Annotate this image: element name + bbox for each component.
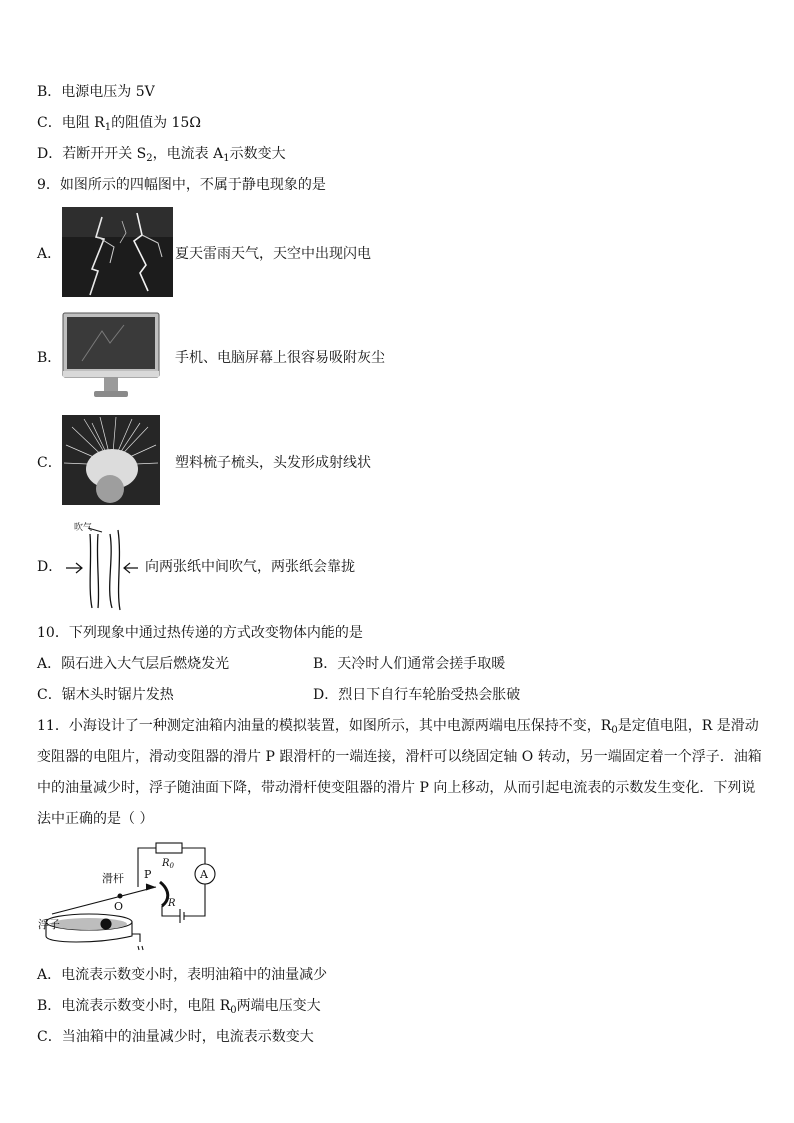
q8-option-c: [37, 113, 201, 133]
ammeter-label: A: [200, 868, 208, 881]
q10-option-d: D．烈日下自行车轮胎受热会胀破: [313, 687, 521, 703]
q11-option-c: C．当油箱中的油量减少时，电流表示数变大: [37, 1029, 314, 1045]
q9-option-b-text: 手机、电脑屏幕上很容易吸附灰尘: [175, 350, 385, 366]
slider-rod-label: 滑杆: [102, 872, 124, 885]
q11-stem-line2: 变阻器的电阻片，滑动变阻器的滑片 P 跟滑杆的一端连接，滑杆可以绕固定轴 O 转动，另一端固定着一个浮子．油箱: [37, 749, 762, 765]
q11-stem-line4: 法中正确的是（ ）: [37, 811, 154, 827]
q8-option-d: [37, 144, 286, 164]
q11-option-b-sub: 0: [230, 1005, 237, 1016]
q11-stem-line1: [37, 716, 759, 736]
q8-option-c-text: C．电阻 R: [37, 115, 105, 131]
q11-stem-line3: 中的油量减少时，浮子随油面下降，带动滑杆使变阻器的滑片 P 向上移动，从而引起电流表的示数发生变化．下列说: [37, 780, 756, 796]
q9-stem: 9．如图所示的四幅图中，不属于静电现象的是: [37, 177, 326, 193]
q11-stem-line1-text: 11．小海设计了一种测定油箱内油量的模拟装置，如图所示，其中电源两端电压保持不变，R: [37, 718, 612, 734]
q11-option-b-rest: 两端电压变大: [236, 998, 321, 1014]
slider-p-label: P: [144, 868, 152, 881]
q10-option-a: A．陨石进入大气层后燃烧发光: [37, 656, 230, 672]
lightning-image: [62, 207, 173, 297]
q11-stem-line1-rest: 是定值电阻，R 是滑动: [617, 718, 759, 734]
q9-option-d-letter: D．: [37, 559, 63, 575]
q8-option-c-rest: 的阻值为 15Ω: [111, 115, 201, 131]
q9-option-d-text: 向两张纸中间吹气，两张纸会靠拢: [145, 559, 355, 575]
r0-resistor-symbol: [156, 843, 182, 853]
blow-label: 吹气: [74, 523, 93, 533]
q8-option-d-rest: 示数变大: [229, 146, 286, 162]
resistor-r-label: R: [168, 898, 176, 909]
q11-stem-line1-sub: 0: [611, 725, 618, 736]
q9-option-b-letter: B．: [37, 350, 62, 366]
q8-option-d-sub2: 1: [223, 153, 230, 164]
paper-blow-diagram: [62, 518, 142, 612]
oil-gauge-circuit-diagram: [38, 838, 228, 956]
q9-option-c-letter: C．: [37, 455, 62, 471]
q10-option-b: B．天冷时人们通常会搓手取暖: [313, 656, 506, 672]
q9-option-c-text: 塑料梳子梳头，头发形成射线状: [175, 455, 371, 471]
static-hair-image: [62, 415, 160, 505]
q8-option-d-text: D．若断开开关 S: [37, 146, 147, 162]
r0-label: $R_0$: [162, 858, 174, 870]
monitor-image: [62, 311, 160, 401]
q11-option-a: A．电流表示数变小时，表明油箱中的油量减少: [37, 967, 328, 983]
q8-option-b: B．电源电压为 5V: [37, 84, 155, 100]
q9-option-a-letter: A．: [37, 246, 62, 262]
q9-option-a-text: 夏天雷雨天气，天空中出现闪电: [175, 246, 371, 262]
q8-option-d-sub1: 2: [146, 153, 153, 164]
q11-option-b-text: B．电流表示数变小时，电阻 R: [37, 998, 231, 1014]
q8-option-d-mid: ，电流表 A: [152, 146, 224, 162]
float-label: 浮子: [38, 918, 60, 931]
q10-option-c: C．锯木头时锯片发热: [37, 687, 174, 703]
q11-option-b: [37, 996, 321, 1016]
pivot-o-label: O: [114, 900, 124, 913]
q10-stem: 10．下列现象中通过热传递的方式改变物体内能的是: [37, 625, 363, 641]
q8-option-c-sub: 1: [104, 122, 112, 133]
